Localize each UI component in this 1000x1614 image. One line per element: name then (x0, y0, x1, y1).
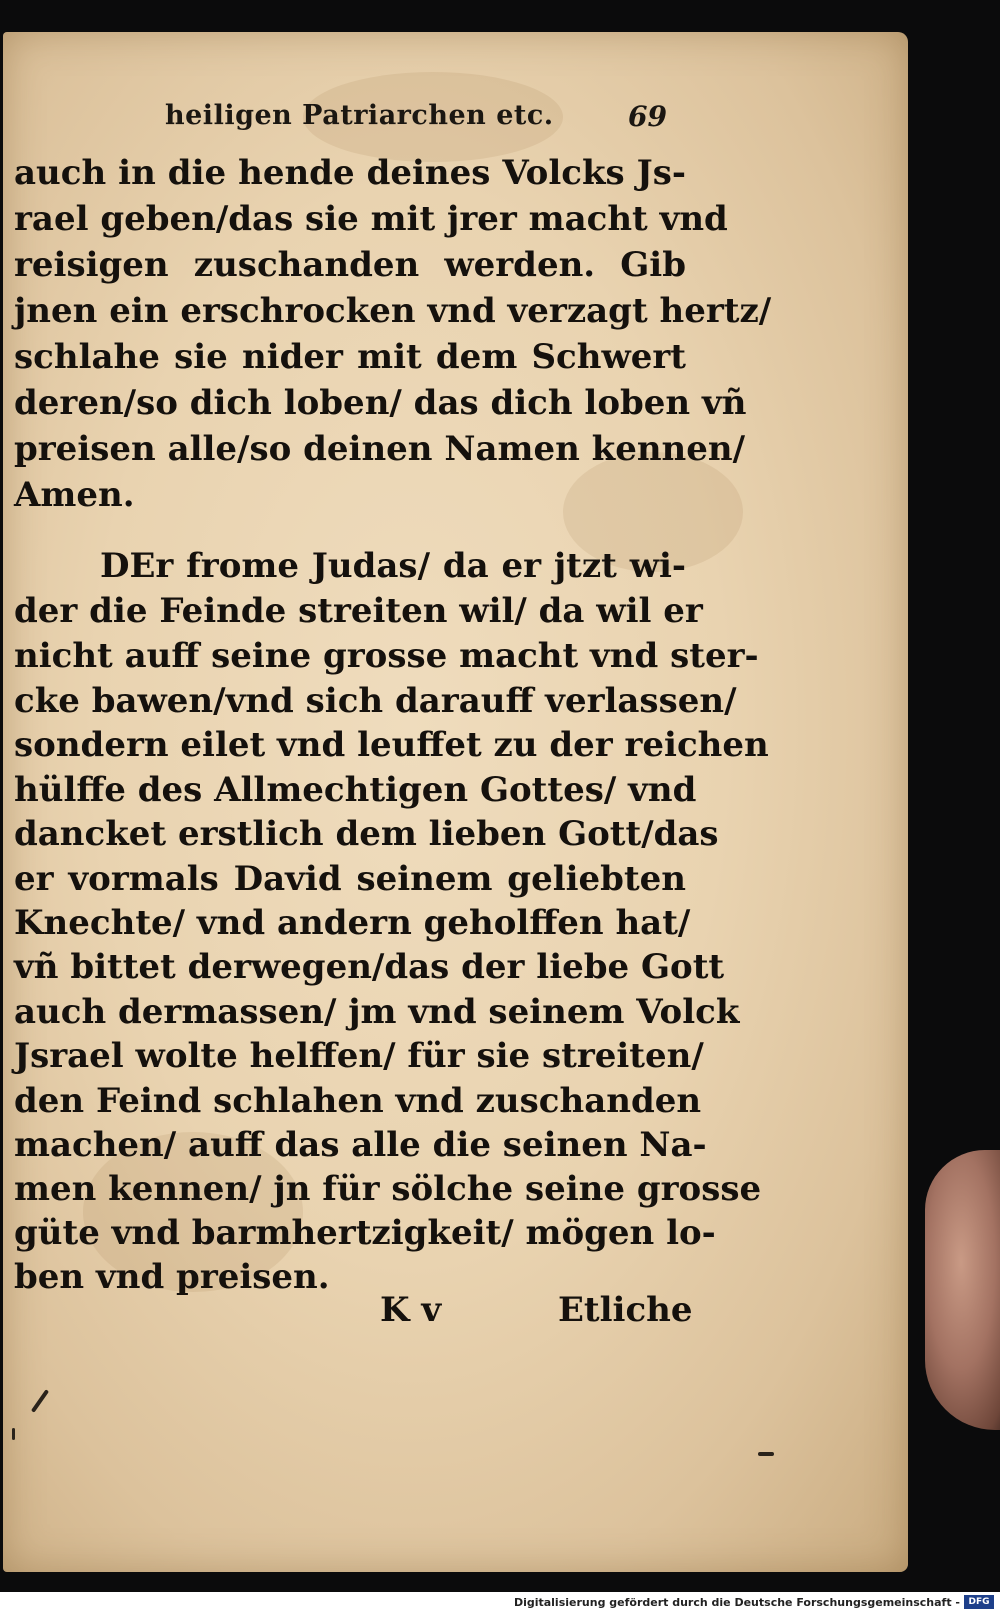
paragraph-line: auch dermassen/ jm vnd seinem Volck (14, 992, 740, 1032)
paragraph-line: ben vnd preisen. (14, 1257, 330, 1297)
paragraph-line: Knechte/ vnd andern geholffen hat/ (14, 903, 691, 943)
text-line: rael geben/das sie mit jrer macht vnd (14, 199, 728, 239)
page-number: 69 (628, 100, 667, 133)
paragraph-line: nicht auff seine grosse macht vnd ster- (14, 636, 759, 676)
paragraph-line: sondern eilet vnd leuffet zu der reichen (14, 725, 769, 765)
catchword: Etliche (558, 1290, 693, 1330)
paragraph-line: dancket erstlich dem lieben Gott/das (14, 814, 719, 854)
text-line: reisigen zuschanden werden. Gib (14, 245, 686, 285)
paragraph-first-line: DEr frome Judas/ da er jtzt wi- (100, 546, 686, 586)
paragraph-line: cke bawen/vnd sich darauff verlassen/ (14, 681, 737, 721)
paragraph-line: der die Feinde streiten wil/ da wil er (14, 591, 703, 631)
hand-holding-page (925, 1150, 1000, 1430)
text-line: preisen alle/so deinen Namen kennen/ (14, 429, 746, 469)
text-line: jnen ein erschrocken vnd verzagt hertz/ (14, 291, 772, 331)
text-line: auch in die hende deines Volcks Js- (14, 153, 686, 193)
paragraph-line: vñ bittet derwegen/das der liebe Gott (14, 947, 725, 987)
ink-speck (758, 1452, 774, 1456)
paragraph-line: hülffe des Allmechtigen Gottes/ vnd (14, 770, 697, 810)
text-line: Amen. (14, 475, 135, 515)
footer-bar (0, 1592, 1000, 1614)
paragraph-line: er vormals David seinem geliebten (14, 859, 686, 899)
signature-mark: K v (380, 1290, 442, 1330)
dfg-logo: DFG (964, 1595, 994, 1609)
text-line: schlahe sie nider mit dem Schwert (14, 337, 686, 377)
paragraph-line: men kennen/ jn für sölche seine grosse (14, 1169, 762, 1209)
paragraph-line: machen/ auff das alle die seinen Na- (14, 1125, 707, 1165)
paragraph-line: den Feind schlahen vnd zuschanden (14, 1081, 702, 1121)
paragraph-line: güte vnd barmhertzigkeit/ mögen lo- (14, 1213, 716, 1253)
paragraph-line: Jsrael wolte helffen/ für sie streiten/ (14, 1036, 704, 1076)
running-head: heiligen Patriarchen etc. (165, 100, 554, 131)
ink-speck (12, 1428, 15, 1440)
funding-credit: Digitalisierung gefördert durch die Deutsche Forschungsgemeinschaft - (513, 1596, 960, 1609)
text-line: deren/so dich loben/ das dich loben vñ (14, 383, 747, 423)
